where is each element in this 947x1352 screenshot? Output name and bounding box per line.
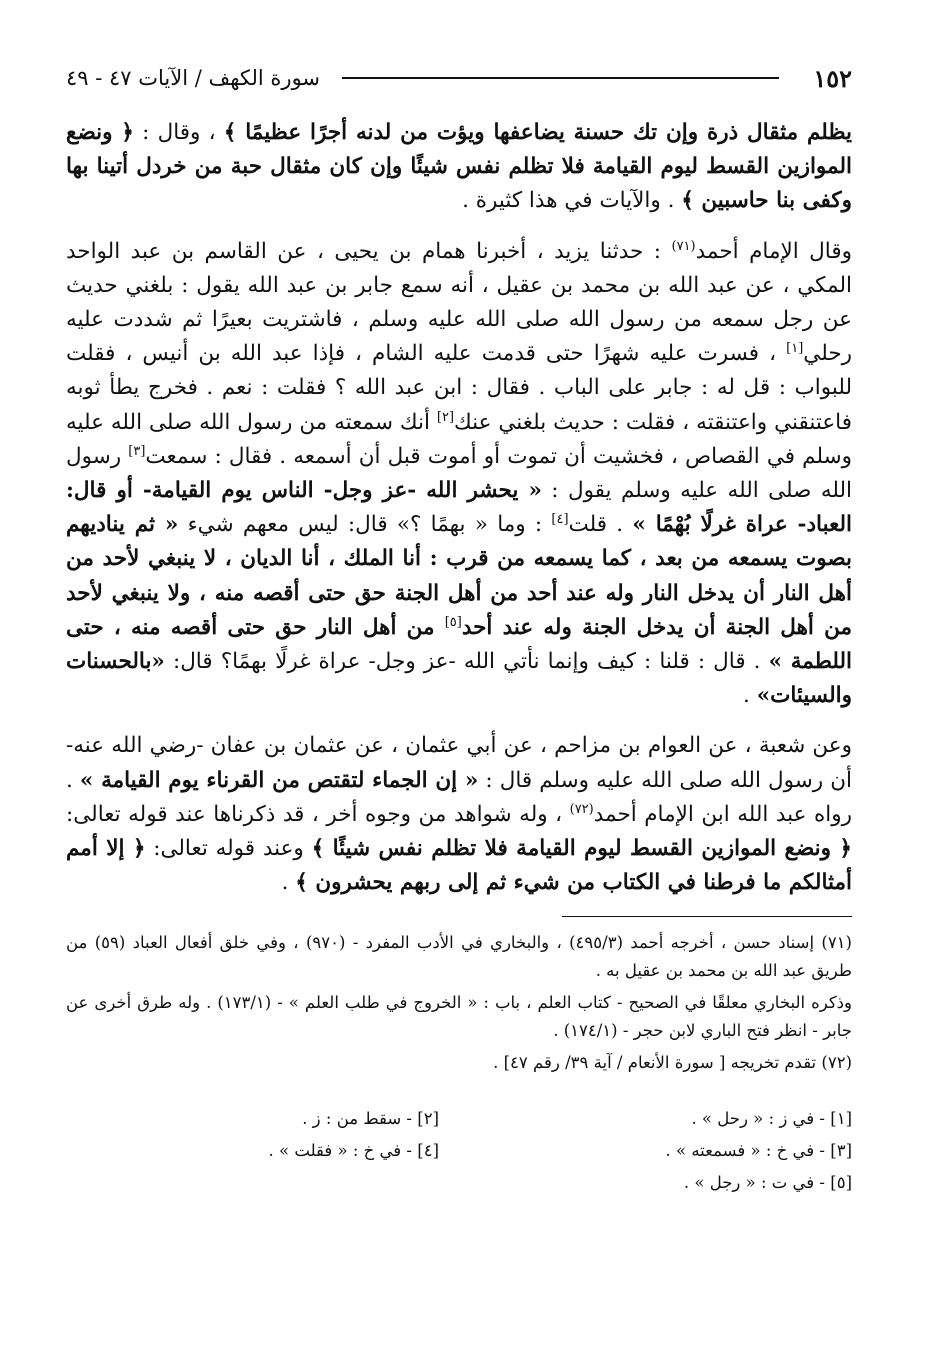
text-segment: ، وله شواهد من وجوه أخر ، قد ذكرناها عند قوله تعالى: (66, 801, 570, 827)
footnote-reference: (٧١) (671, 238, 696, 254)
footnote-72: (٧٢) تقدم تخريجه [ سورة الأنعام / آية ٣٩/ رقم ٤٧] . (493, 1053, 852, 1073)
running-title: سورة الكهف / الآيات ٤٧ - ٤٩ (66, 66, 321, 90)
paragraph (66, 729, 852, 900)
footnote-reference: [٣] (128, 443, 146, 459)
text-segment: وعن شعبة ، عن العوام بن مزاحم ، عن أبي عثمان ، عن عثمان بن عفان -رضي الله عنه- أن رسول الله صلى الله عليه وسلم قال : (66, 733, 852, 793)
variant-note-1: [١] - في ز : « رحل » . (691, 1109, 852, 1129)
header-rule (342, 77, 779, 79)
quoted-text: ﴿ ونضع الموازين القسط ليوم القيامة فلا تظلم نفس شيئًا وإن كان مثقال حبة من خردل أتينا بها وكفى بنا حاسبين ﴾ (66, 120, 852, 214)
text-segment: ، وقال : (133, 120, 224, 145)
quoted-text: « ثم يناديهم بصوت يسمعه من بعد ، كما يسمعه من قرب : أنا الملك ، أنا الديان ، لا ينبغي لأحد من أهل النار أن يدخل النار وله عند أحد من أهل الجنة حق حتى أقصه منه ، ولا ينبغي لأحد من أهل الجنة أن يدخل الجنة وله عند أحد (66, 512, 852, 640)
variant-note-3: [٣] - في خ : « فسمعته » . (665, 1141, 852, 1161)
footnotes (66, 929, 852, 1077)
text-segment: رسول الله صلى الله عليه وسلم يقول : (66, 443, 852, 504)
paragraph (66, 116, 852, 219)
footnote-reference: [١] (786, 341, 804, 357)
quoted-text: ﴿ ونضع الموازين القسط ليوم القيامة فلا تظلم نفس شيئًا ﴾ (311, 836, 852, 862)
document-page (66, 58, 852, 1318)
quoted-text: « يحشر الله -عز وجل- الناس يوم القيامة- أو قال: العباد- عراة غرلًا بُهْمًا » (66, 478, 852, 538)
page-header (66, 58, 852, 98)
quoted-text: «بالحسنات والسيئات» (66, 649, 852, 709)
text-segment: . (743, 683, 757, 709)
text-segment: ، فسرت عليه شهرًا حتى قدمت عليه الشام ، فإذا عبد الله بن أنيس ، فقلت للبواب : قل له : جابر على الباب . فقال : ابن عبد الله ؟ فقلت : نعم . فخرج يطأ ثوبه فاعتنقني واعتنقته ، فقلت : حديث بلغني عنك (66, 341, 852, 435)
paragraph (66, 235, 852, 714)
quoted-text: ﴿ إلا أمم أمثالكم ما فرطنا في الكتاب من شيء ثم إلى ربهم يحشرون ﴾ (66, 836, 852, 896)
variant-note-5: [٥] - في ت : « رجل » . (683, 1173, 852, 1193)
footnote-71: (٧١) إسناد حسن ، أخرجه أحمد (٤٩٥/٣) ، والبخاري في الأدب المفرد - (٩٧٠) ، وفي خلق أفعال العباد (٥٩) من طريق عبد الله بن محمد بن عقيل به . (66, 933, 852, 981)
footnote-reference: [٥] (444, 614, 462, 630)
text-segment: أنك سمعته من رسول الله صلى الله عليه وسلم في القصاص ، فخشيت أن تموت أو أموت قبل أن أسمعه . فقال : سمعت (66, 409, 852, 469)
variant-note-4: [٤] - في خ : « فقلت » . (268, 1141, 439, 1161)
text-segment: . قال : قلنا : كيف وإنما نأتي الله -عز وجل- عراة غرلًا بهمًا؟ قال: (164, 649, 769, 675)
text-segment: . قلت (568, 512, 633, 538)
quoted-text: من أهل النار حق حتى أقصه منه ، حتى اللطمة » (66, 614, 852, 675)
text-segment: : حدثنا يزيد ، أخبرنا همام بن يحيى ، عن القاسم بن عبد الواحد المكي ، عن عبد الله بن محمد بن عقيل ، أنه سمع جابر بن عبد الله يقول : بلغني حديث عن رجل سمعه من رسول الله صلى الله عليه وسلم ، فاشتريت بعيرًا ثم شددت عليه رحلي (66, 238, 852, 367)
footnote-reference: (٧٢) (569, 801, 594, 817)
quoted-text: يظلم مثقال ذرة وإن تك حسنة يضاعفها ويؤت من لدنه أجرًا عظيمًا ﴾ (223, 120, 853, 145)
text-segment: وقال الإمام أحمد (695, 238, 852, 264)
footnote-reference: [٤] (551, 512, 569, 528)
footnote-divider (562, 916, 852, 917)
page-number: ١٥٢ (813, 63, 852, 93)
footnote-reference: [٢] (436, 409, 455, 425)
text-segment: . والآيات في هذا كثيرة . (462, 188, 682, 214)
footnote-71-continued: وذكره البخاري معلقًا في الصحيح - كتاب العلم ، باب : « الخروج في طلب العلم » - (١٧٣/١) . وله طرق أخرى عن جابر - انظر فتح الباري لابن حجر - (١٧٤/١) . (66, 993, 852, 1041)
quoted-text: « إن الجماء لتقتص من القرناء يوم القيامة » (79, 767, 479, 793)
text-segment: . (281, 870, 296, 896)
manuscript-variants (66, 1103, 852, 1199)
text-segment: : وما « بهمًا ؟» قال: ليس معهم شيء (178, 512, 552, 538)
text-segment: . رواه عبد الله ابن الإمام أحمد (66, 767, 852, 827)
text-segment: وعند قوله تعالى: (145, 836, 312, 862)
main-text (66, 116, 852, 900)
variant-note-2: [٢] - سقط من : ز . (302, 1109, 439, 1129)
